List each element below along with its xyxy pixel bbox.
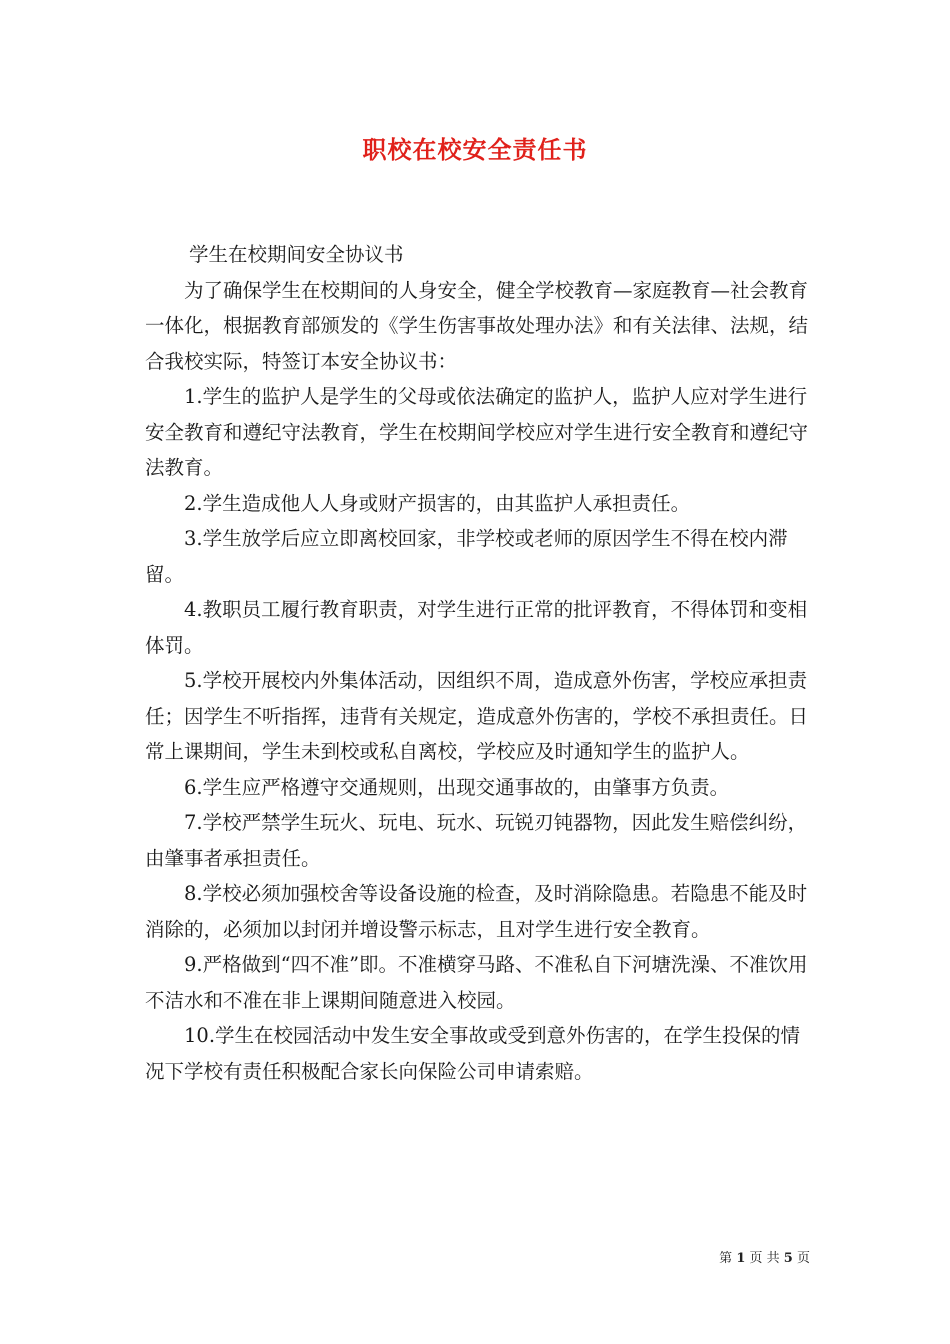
clause-2: 2.学生造成他人人身或财产损害的，由其监护人承担责任。 (184, 491, 691, 515)
document-body (145, 237, 813, 1089)
clause-3: 3.学生放学后应立即离校回家，非学校或老师的原因学生不得在校内滞留。 (145, 527, 788, 586)
page-number-footer (719, 1247, 810, 1266)
footer-middle: 页 共 (749, 1251, 780, 1266)
footer-current-page: 1 (736, 1251, 746, 1266)
clause-7: 7.学校严禁学生玩火、玩电、玩水、玩锐刃钝器物，因此发生赔偿纠纷，由肇事者承担责任。 (145, 811, 808, 870)
document-title: 职校在校安全责任书 (362, 135, 588, 164)
clause-6: 6.学生应严格遵守交通规则，出现交通事故的，由肇事方负责。 (184, 775, 730, 799)
intro-paragraph: 为了确保学生在校期间的人身安全，健全学校教育—家庭教育—社会教育一体化，根据教育部颁发的《学生伤害事故处理办法》和有关法律、法规，结合我校实际，特签订本安全协议书： (145, 278, 809, 373)
clause-8: 8.学校必须加强校舍等设备设施的检查，及时消除隐患。若隐患不能及时消除的，必须加以封闭并增设警示标志，且对学生进行安全教育。 (145, 882, 808, 941)
clause-10: 10.学生在校园活动中发生安全事故或受到意外伤害的，在学生投保的情况下学校有责任积极配合家长向保险公司申请索赔。 (145, 1024, 801, 1083)
footer-total-pages: 5 (783, 1251, 793, 1266)
document-subtitle: 学生在校期间安全协议书 (189, 243, 404, 266)
footer-suffix: 页 (796, 1251, 810, 1266)
clause-5: 5.学校开展校内外集体活动，因组织不周，造成意外伤害，学校应承担责任；因学生不听指挥，违背有关规定，造成意外伤害的，学校不承担责任。日常上课期间，学生未到校或私自离校，学校应及时通知学生的监护人。 (145, 669, 809, 763)
clause-1: 1.学生的监护人是学生的父母或依法确定的监护人，监护人应对学生进行安全教育和遵纪守法教育，学生在校期间学校应对学生进行安全教育和遵纪守法教育。 (145, 385, 809, 479)
clause-9: 9.严格做到“四不准”即。不准横穿马路、不准私自下河塘洗澡、不准饮用不洁水和不准在非上课期间随意进入校园。 (145, 953, 808, 1012)
footer-prefix: 第 (719, 1251, 733, 1266)
clause-4: 4.教职员工履行教育职责，对学生进行正常的批评教育，不得体罚和变相体罚。 (145, 598, 808, 657)
